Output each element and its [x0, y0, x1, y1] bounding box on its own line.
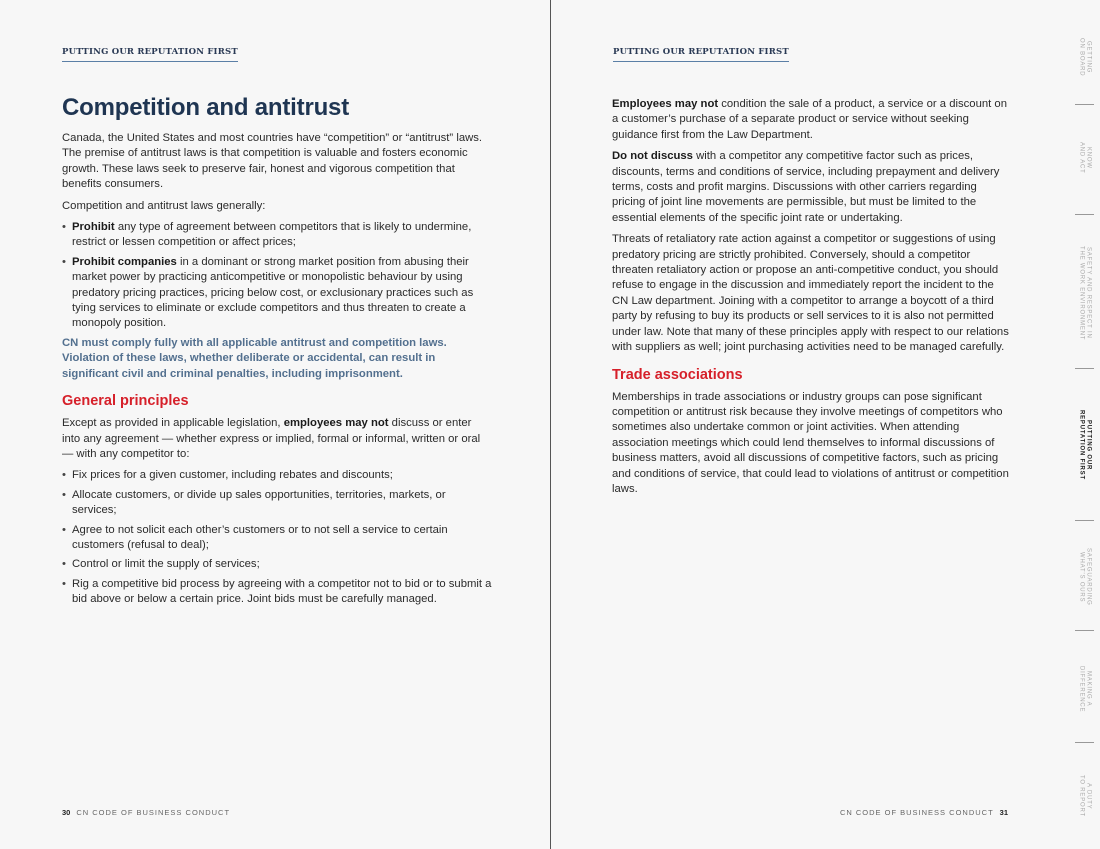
- list-item: [62, 255, 492, 332]
- list-item: [62, 220, 492, 251]
- nav-divider: [1075, 214, 1094, 215]
- footer-title: CN CODE OF BUSINESS CONDUCT: [839, 808, 994, 817]
- paragraph-bold: Do not discuss: [612, 150, 693, 163]
- footer-title: CN CODE OF BUSINESS CONDUCT: [76, 808, 231, 817]
- nav-item-safeguarding-whats-ours[interactable]: [1069, 530, 1100, 624]
- general-principles-intro: [62, 416, 492, 462]
- paragraph-text: condition the sale of a product, a service or a discount on a customer’s purchase of a separate product or service without seeking guidance first from the Law Department.: [612, 98, 1007, 141]
- page-number: 30: [62, 808, 71, 817]
- intro-text-pre: Except as provided in applicable legislation,: [62, 417, 284, 430]
- page-number: 31: [999, 808, 1008, 817]
- intro-paragraph: Canada, the United States and most countries have “competition” or “antitrust” laws. The premise of antitrust laws is that competition is valuable and fosters economic growth. These laws seek to preserve fair, honest and vigorous competition that benefits consumers.: [62, 132, 483, 191]
- nav-divider: [1075, 520, 1094, 521]
- nav-item-putting-our-reputation-first[interactable]: [1069, 380, 1100, 510]
- list-item-text: in a dominant or strong market position from abusing their market power by practicing anticompetitive or monopolistic behaviour by using predatory pricing practices, pricing below cost, or exclusionary practices such as tying services to eliminate or exclude competitors and thus threaten to create a monopoly position.: [72, 255, 474, 330]
- prohibit-list: [62, 220, 492, 332]
- list-item: • Agree to not solicit each other’s customers or to not sell a service to certain customers (refusal to deal);: [62, 523, 492, 554]
- nav-item-label: A DUTY TO REPORT: [1078, 775, 1092, 817]
- nav-divider: [1075, 104, 1094, 105]
- nav-item-label: PUTTING OUR REPUTATION FIRST: [1078, 410, 1092, 480]
- nav-item-a-duty-to-report[interactable]: [1069, 756, 1100, 836]
- left-page-content: [62, 93, 492, 612]
- compliance-callout: CN must comply fully with all applicable antitrust and competition laws. Violation of these laws, whether deliberate or accidental, can result in significant civil and criminal penalties, including imprisonment.: [62, 336, 447, 380]
- paragraph-threats: Threats of retaliatory rate action against a competitor or suggestions of using predatory pricing are strictly prohibited. Conversely, should a competitor threaten retaliatory action or propose an anti-competitive conduct, you should refuse to engage in the discussion and immediately report the incident to the CN Law department. Joining with a competitor to arrange a boycott of a third party by refusing to buy its products or sell services to it is also not permitted under law. Note that many of these principles apply with respect to our relations with suppliers as well; joint purchasing activities need to be managed carefully.: [612, 233, 1009, 354]
- nav-item-label: SAFEGUARDING WHAT’S OURS: [1078, 548, 1092, 606]
- nav-item-know-and-act[interactable]: [1069, 118, 1100, 198]
- paragraph-do-not-discuss: [612, 149, 1012, 226]
- list-item: • Allocate customers, or divide up sales opportunities, territories, markets, or services;: [62, 488, 492, 519]
- right-page: [551, 0, 1069, 849]
- list-item: • Fix prices for a given customer, including rebates and discounts;: [62, 468, 492, 483]
- paragraph-bold: Employees may not: [612, 98, 719, 110]
- nav-item-label: GETTING ON BOARD: [1078, 37, 1092, 77]
- nav-item-label: MAKING A DIFFERENCE: [1078, 665, 1092, 713]
- intro-text-post: discuss or enter into any agreement — whether express or implied, formal or informal, written or oral — with any competitor to:: [62, 417, 481, 460]
- paragraph-text: with a competitor any competitive factor such as prices, discounts, terms and conditions of service, including prepayment and delivery terms, costs and profit margins. Discussions with other carriers regarding pricing of joint line movements are permissible, but must be limited to the essential elements of the specific joint rate or undertaking.: [612, 150, 1000, 224]
- list-item: • Rig a competitive bid process by agreeing with a competitor not to bid or to submit a bid above or below a certain price. Joint bids must be carefully managed.: [62, 577, 492, 608]
- trade-associations-paragraph: Memberships in trade associations or industry groups can pose significant competition or antitrust risk because they involve meetings of competitors who sometimes also undertake common or joint activities. When attending association meetings which could lend themselves to informal discussions of business matters, avoid all discussions of competitive factors, such as pricing and conditions of service, that could lead to violations of antitrust or competition laws.: [612, 390, 1009, 495]
- list-item-text: any type of agreement between competitors that is likely to undermine, restrict or lessen competition or affect prices;: [72, 221, 472, 249]
- left-page-footer: [62, 808, 230, 817]
- general-principles-list: [62, 468, 492, 607]
- section-heading-general-principles: General principles: [62, 393, 189, 410]
- section-heading-trade-associations: Trade associations: [612, 366, 743, 383]
- left-page-header: PUTTING OUR REPUTATION FIRST: [62, 47, 238, 62]
- section-nav-sidebar: [1069, 0, 1100, 849]
- nav-item-label: KNOW AND ACT: [1078, 142, 1092, 174]
- nav-divider: [1075, 630, 1094, 631]
- list-item-bold: Prohibit companies: [72, 255, 177, 268]
- nav-item-making-a-difference[interactable]: [1069, 644, 1100, 734]
- nav-item-label: SAFETY AND RESPECT IN THE WORK ENVIRONMENT: [1078, 245, 1092, 341]
- lead-paragraph: Competition and antitrust laws generally:: [62, 199, 266, 212]
- right-page-footer: [840, 808, 1008, 817]
- right-page-header: PUTTING OUR REPUTATION FIRST: [613, 47, 789, 62]
- nav-item-getting-on-board[interactable]: [1069, 22, 1100, 92]
- list-item: • Control or limit the supply of services;: [62, 557, 492, 572]
- paragraph-employees-may-not: [612, 97, 1012, 143]
- nav-item-safety-and-respect[interactable]: [1069, 228, 1100, 358]
- page-title: Competition and antitrust: [62, 94, 349, 121]
- right-page-content: [612, 97, 1012, 503]
- list-item-bold: Prohibit: [72, 221, 115, 234]
- nav-divider: [1075, 368, 1094, 369]
- intro-text-bold: employees may not: [283, 417, 389, 430]
- nav-divider: [1075, 742, 1094, 743]
